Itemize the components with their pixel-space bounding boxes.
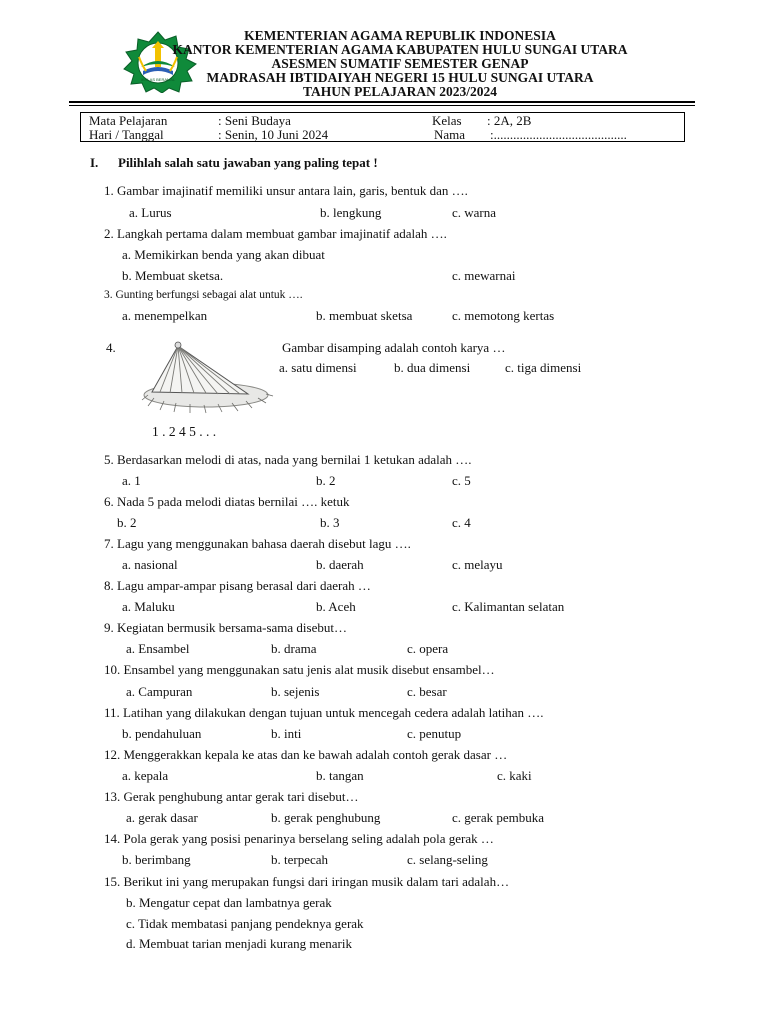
q14-option-b[interactable]: b. terpecah (271, 852, 329, 867)
q4-option-b[interactable]: b. dua dimensi (394, 360, 471, 375)
q2-option-b[interactable]: b. Membuat sketsa. (122, 268, 224, 283)
question-3: 3. Gunting berfungsi sebagai alat untuk …. (104, 289, 303, 301)
q15-option-c[interactable]: c. Tidak membatasi panjang pendeknya gerak (126, 916, 364, 931)
q5-option-b[interactable]: b. 2 (316, 473, 336, 488)
q7-option-b[interactable]: b. daerah (316, 557, 364, 572)
question-15: 15. Berikut ini yang merupakan fungsi dari iringan musik dalam tari adalah… (104, 874, 510, 889)
header-line-4: MADRASAH IBTIDAIYAH NEGERI 15 HULU SUNGAI UTARA (206, 70, 594, 85)
header-line-5: TAHUN PELAJARAN 2023/2024 (302, 84, 497, 99)
q4-number: 4. (106, 340, 116, 355)
q3-option-b[interactable]: b. membuat sketsa (316, 308, 413, 323)
q1-option-a[interactable]: a. Lurus (129, 205, 172, 220)
mapel-label: Mata Pelajaran (89, 113, 168, 128)
q10-option-c[interactable]: c. besar (407, 684, 447, 699)
q7-option-a[interactable]: a. nasional (122, 557, 178, 572)
q1-option-b[interactable]: b. lengkung (320, 205, 382, 220)
q13-option-b[interactable]: b. gerak penghubung (271, 810, 381, 825)
q14-option-c[interactable]: c. selang-seling (407, 852, 488, 867)
q3-option-c[interactable]: c. memotong kertas (452, 308, 555, 323)
q15-option-b[interactable]: b. Mengatur cepat dan lambatnya gerak (126, 895, 332, 910)
header-rule-thin (69, 105, 695, 106)
q11-option-c[interactable]: c. penutup (407, 726, 462, 741)
q6-option-b[interactable]: b. 3 (320, 515, 340, 530)
q15-option-d[interactable]: d. Membuat tarian menjadi kurang menarik (126, 936, 352, 951)
q3-option-a[interactable]: a. menempelkan (122, 308, 208, 323)
question-1: 1. Gambar imajinatif memiliki unsur antara lain, garis, bentuk dan …. (104, 183, 468, 198)
q12-option-b[interactable]: b. tangan (316, 768, 364, 783)
q8-option-a[interactable]: a. Maluku (122, 599, 175, 614)
cone-sculpture-image (140, 340, 275, 414)
q9-option-a[interactable]: a. Ensambel (126, 641, 190, 656)
q8-option-c[interactable]: c. Kalimantan selatan (452, 599, 565, 614)
q9-option-c[interactable]: c. opera (407, 641, 449, 656)
nama-label: Nama (434, 127, 466, 142)
header-line-3: ASESMEN SUMATIF SEMESTER GENAP (271, 56, 529, 71)
q2-option-c[interactable]: c. mewarnai (452, 268, 516, 283)
melody-notation: 1 . 2 4 5 . . . (152, 424, 217, 439)
nama-field[interactable]: :......................................... (490, 127, 627, 142)
q9-option-b[interactable]: b. drama (271, 641, 317, 656)
q14-option-a[interactable]: b. berimbang (122, 852, 191, 867)
mapel-value: : Seni Budaya (218, 113, 291, 128)
q13-option-c[interactable]: c. gerak pembuka (452, 810, 545, 825)
q5-option-a[interactable]: a. 1 (122, 473, 141, 488)
q11-option-b[interactable]: b. inti (271, 726, 302, 741)
header-line-1: KEMENTERIAN AGAMA REPUBLIK INDONESIA (244, 28, 556, 43)
q6-option-a[interactable]: b. 2 (117, 515, 137, 530)
q13-option-a[interactable]: a. gerak dasar (126, 810, 198, 825)
question-14: 14. Pola gerak yang posisi penarinya berselang seling adalah pola gerak … (104, 831, 494, 846)
header-line-2: KANTOR KEMENTERIAN AGAMA KABUPATEN HULU SUNGAI UTARA (172, 42, 628, 57)
question-2: 2. Langkah pertama dalam membuat gambar imajinatif adalah …. (104, 226, 447, 241)
q4-option-a[interactable]: a. satu dimensi (279, 360, 357, 375)
q5-option-c[interactable]: c. 5 (452, 473, 471, 488)
question-9: 9. Kegiatan bermusik bersama-sama disebut… (104, 620, 347, 635)
header-rule-thick (69, 101, 695, 103)
question-4: Gambar disamping adalah contoh karya … (282, 340, 506, 355)
kelas-label: Kelas (432, 113, 462, 128)
question-11: 11. Latihan yang dilakukan dengan tujuan untuk mencegah cedera adalah latihan …. (104, 705, 544, 720)
question-5: 5. Berdasarkan melodi di atas, nada yang bernilai 1 ketukan adalah …. (104, 452, 472, 467)
q12-option-a[interactable]: a. kepala (122, 768, 169, 783)
q11-option-a[interactable]: b. pendahuluan (122, 726, 202, 741)
kelas-value: : 2A, 2B (487, 113, 532, 128)
logo-text: IKHLAS BERAMAL (140, 77, 176, 82)
hari-label: Hari / Tanggal (89, 127, 164, 142)
q10-option-b[interactable]: b. sejenis (271, 684, 320, 699)
q6-option-c[interactable]: c. 4 (452, 515, 471, 530)
section-title: Pilihlah salah satu jawaban yang paling tepat ! (118, 155, 378, 170)
hari-value: : Senin, 10 Juni 2024 (218, 127, 329, 142)
section-number: I. (90, 155, 99, 170)
q8-option-b[interactable]: b. Aceh (316, 599, 356, 614)
question-7: 7. Lagu yang menggunakan bahasa daerah disebut lagu …. (104, 536, 411, 551)
question-8: 8. Lagu ampar-ampar pisang berasal dari daerah … (104, 578, 371, 593)
q10-option-a[interactable]: a. Campuran (126, 684, 193, 699)
q7-option-c[interactable]: c. melayu (452, 557, 503, 572)
question-6: 6. Nada 5 pada melodi diatas bernilai …. ketuk (104, 494, 350, 509)
q4-option-c[interactable]: c. tiga dimensi (505, 360, 582, 375)
question-12: 12. Menggerakkan kepala ke atas dan ke bawah adalah contoh gerak dasar … (104, 747, 508, 762)
question-10: 10. Ensambel yang menggunakan satu jenis alat musik disebut ensambel… (104, 662, 495, 677)
q12-option-c[interactable]: c. kaki (497, 768, 532, 783)
q1-option-c[interactable]: c. warna (452, 205, 497, 220)
question-13: 13. Gerak penghubung antar gerak tari disebut… (104, 789, 359, 804)
q2-option-a[interactable]: a. Memikirkan benda yang akan dibuat (122, 247, 325, 262)
